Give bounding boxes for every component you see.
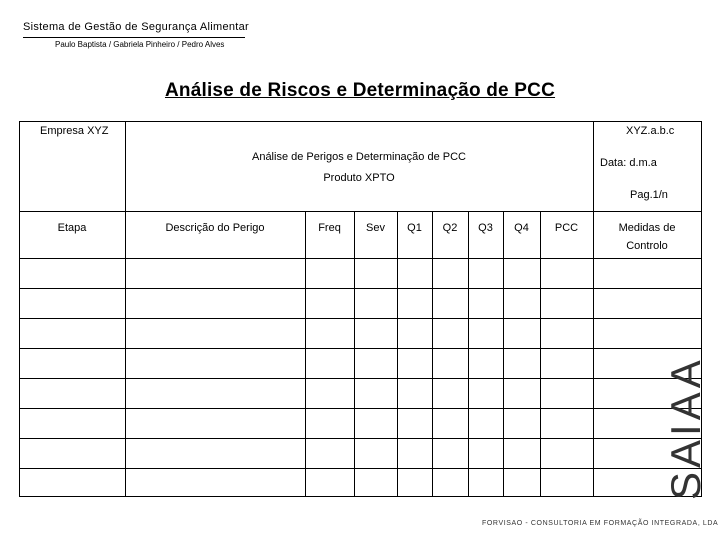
company-name: Empresa XYZ — [40, 125, 109, 137]
col-header-descricao: Descrição do Perigo — [165, 222, 265, 234]
col-header-q3: Q3 — [478, 222, 493, 234]
col-header-q4: Q4 — [514, 222, 529, 234]
table-subtitle: Análise de Perigos e Determinação de PCC — [251, 151, 466, 163]
col-header-medidas-line2: Controlo — [626, 240, 668, 252]
footer-company: FORVISAO - CONSULTORIA EM FORMAÇÃO INTEGRADA, LDA — [482, 520, 719, 527]
brand-logo: SAIAA — [662, 356, 709, 500]
col-header-sev: Sev — [366, 222, 385, 234]
document-code: XYZ.a.b.c — [626, 125, 675, 137]
col-header-medidas: Medidas de — [618, 222, 676, 234]
col-header-etapa: Etapa — [57, 222, 87, 234]
page-title: Análise de Riscos e Determinação de PCC — [164, 80, 556, 101]
page-number: Pag.1/n — [630, 189, 668, 201]
date-field: Data: d.m.a — [600, 157, 657, 169]
col-header-q2: Q2 — [442, 222, 458, 234]
authors: Paulo Baptista / Gabriela Pinheiro / Pedro Alves — [55, 40, 225, 49]
product-name: Produto XPTO — [323, 172, 395, 184]
col-header-q1: Q1 — [407, 222, 422, 234]
col-header-freq: Freq — [318, 222, 341, 234]
system-title: Sistema de Gestão de Segurança Alimentar — [23, 21, 250, 33]
col-header-pcc: PCC — [554, 222, 579, 234]
